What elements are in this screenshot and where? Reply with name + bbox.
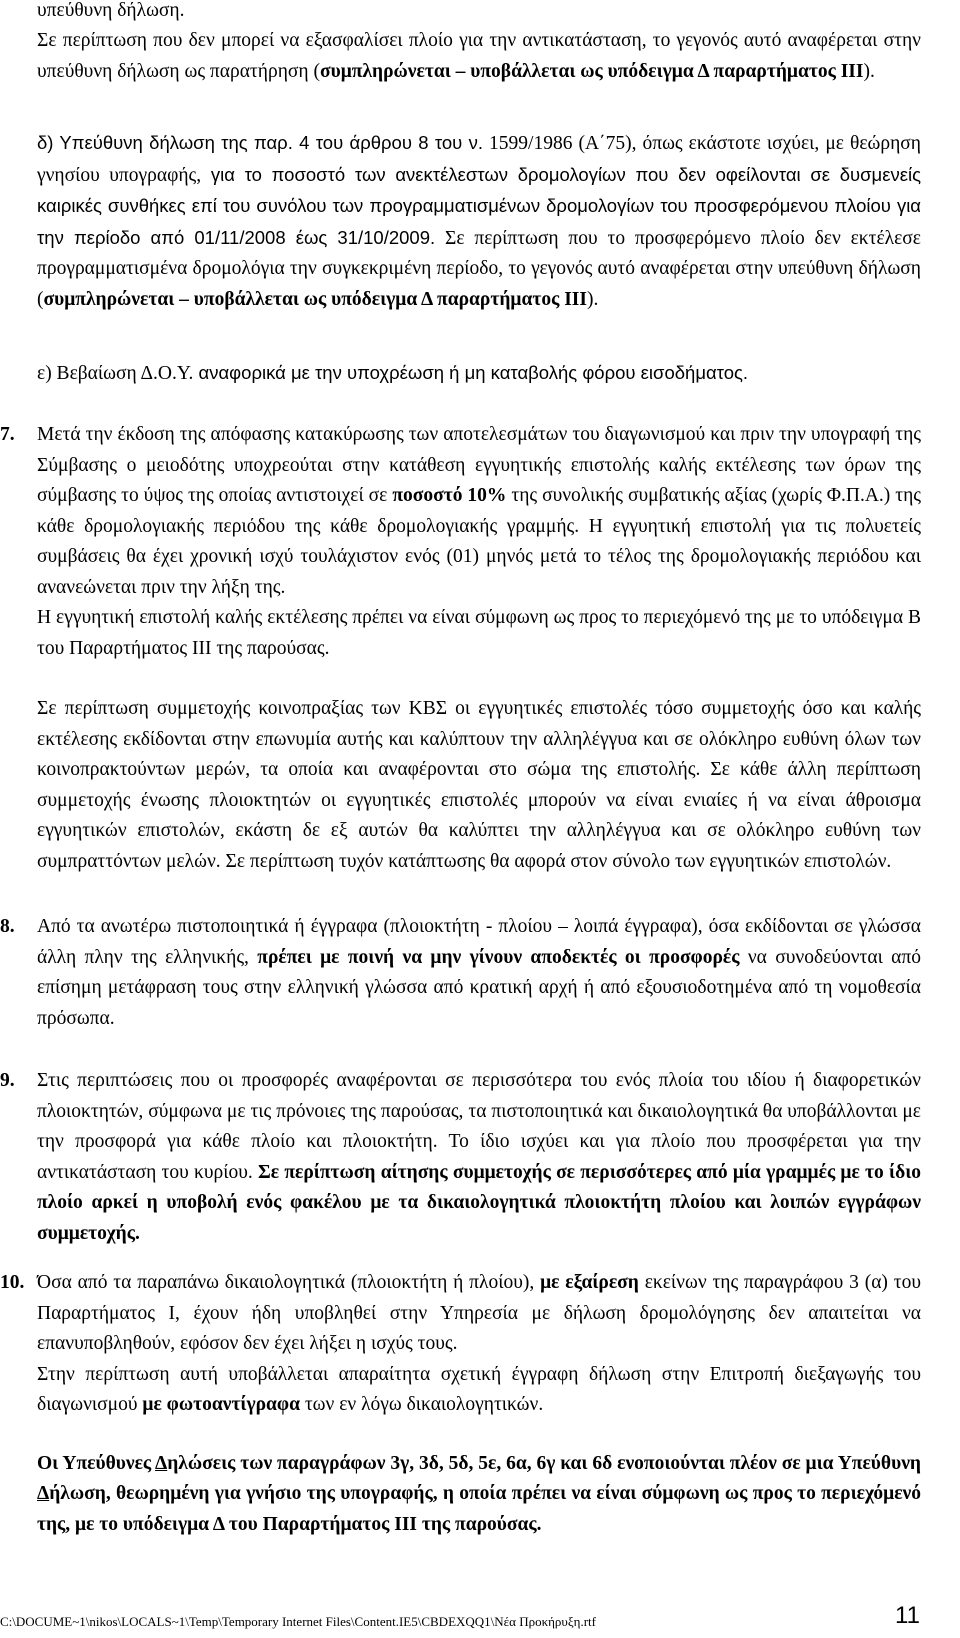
top-continuation: υπεύθυνη δήλωση. xyxy=(37,0,185,21)
item-7: 7. Μετά την έκδοση της απόφασης κατακύρωσης των αποτελεσμάτων του διαγωνισμού και πριν την υπογραφή της Σύμβασης ο μειοδότης υποχρεούται στην κατάθεση εγγυητικής επιστολής καλής εκτέλεσης των όρων της σύμβασης το ύψος της οποίας αντιστοιχεί σε ποσοστό 10% της συνολικής συμβατικής αξίας (χωρίς Φ.Π.Α.) της κάθε δρομολογιακής περιόδου της κάθε δρομολογιακής γραμμής. Η εγγυητική επιστολή για τις πολυετείς συμβάσεις θα έχει χρονική ισχύ τουλάχιστον ενός (01) μηνός μετά το τέλος της δρομολογιακής περιόδου και ανανεώνεται πριν την λήξη της. Η εγγυητική επιστολή καλής εκτέλεσης πρέπει να είναι σύμφωνη ως προς το περιεχόμενό της με το υπόδειγμα Β του Παραρτήματος ΙΙΙ της παρούσας. Σε περίπτωση συμμετοχής κοινοπραξίας των ΚΒΣ οι εγγυητικές επιστολές τόσο συμμετοχής όσο και καλής εκτέλεσης εκδίδονται στην επωνυμία αυτής και καλύπτουν την αλληλέγγυα και σε ολόκληρο ευθύνη όλων των κοινοπρακτούντων μερών, τα οποία και αναφέρονται στο σώμα της επιστολής. Σε κάθε άλλη περίπτωση συμμετοχής ένωσης πλοιοκτητών οι εγγυητικές επιστολές μπορούν να είναι ενιαίες ή να είναι άθροισμα εγγυητικών επιστολών, εκάστη δε εξ αυτών θα καλύπτει την αλληλέγγυα και σε ολόκληρο ευθύνη των συμπραττόντων μελών. Σε περίπτωση τυχόν κατάπτωσης θα αφορά στον σύνολο των εγγυητικών επιστολών. xyxy=(0,420,921,877)
item-9: 9. Στις περιπτώσεις που οι προσφορές αναφέρονται σε περισσότερα του ενός πλοία του ιδίου ή διαφορετικών πλοιοκτητών, σύμφωνα με τις πρόνοιες της παρούσας, τα πιστοποιητικά και δικαιολογητικά θα υποβάλλονται με την προσφορά για κάθε πλοίο και πλοιοκτήτη. Το ίδιο ισχύει και για πλοίο που προσφέρεται για την αντικατάσταση του κυρίου. Σε περίπτωση αίτησης συμμετοχής σε περισσότερες από μία γραμμές με το ίδιο πλοίο αρκεί η υποβολή ενός φακέλου με τα δικαιολογητικά πλοιοκτήτη πλοίου και λοιπών εγγράφων συμμετοχής. xyxy=(0,1066,921,1249)
unified-declaration-note: Οι Υπεύθυνες Δηλώσεις των παραγράφων 3γ, 3δ, 5δ, 5ε, 6α, 6γ και 6δ ενοποιούνται πλέον σε μια Υπεύθυνη Δήλωση, θεωρημένη για γνήσιο της υπογραφής, η οποία πρέπει να είναι σύμφωνη ως προς το περιεχόμενό της, με το υπόδειγμα Δ του Παραρτήματος ΙΙΙ της παρούσας. xyxy=(37,1452,921,1535)
item-9-number: 9. xyxy=(0,1070,15,1091)
paragraph-delta-declaration: δ) Υπεύθυνη δήλωση της παρ. 4 του άρθρου 8 του ν. 1599/1986 (Α΄75), όπως εκάστοτε ισχύει, με θεώρηση γνησίου υπογραφής, για το ποσοστό των ανεκτέλεστων δρομολογίων που δεν οφείλονται σε δυσμενείς καιρικές συνθήκες επί του συνόλου των προγραμματισμένων δρομολογίων του προσφερόμενου πλοίου για την περίοδο από 01/11/2008 έως 31/10/2009. Σε περίπτωση που το προσφερόμενο πλοίο δεν εκτέλεσε προγραμματισμένα δρομολόγια την συγκεκριμένη περίοδο, το γεγονός αυτό αναφέρεται στην υπεύθυνη δήλωση (συμπληρώνεται – υποβάλλεται ως υπόδειγμα Δ παραρτήματος ΙΙΙ). xyxy=(37,132,922,310)
page-number: 11 xyxy=(895,1602,920,1629)
item-8: 8. Από τα ανωτέρω πιστοποιητικά ή έγγραφα (πλοιοκτήτη - πλοίου – λοιπά έγγραφα), όσα εκδίδονται σε γλώσσα άλλη πλην της ελληνικής, πρέπει με ποινή να μην γίνουν αποδεκτές οι προσφορές να συνοδεύονται από επίσημη μετάφραση τους στην ελληνική γλώσσα από κρατική αρχή ή από εξουσιοδοτημένα από τη νομοθεσία πρόσωπα. xyxy=(0,912,921,1034)
item-7-guarantee-template: Η εγγυητική επιστολή καλής εκτέλεσης πρέπει να είναι σύμφωνη ως προς το περιεχόμενό της με το υπόδειγμα Β του Παραρτήματος ΙΙΙ της παρούσας. xyxy=(37,607,921,659)
paragraph-epsilon-tax-certificate: ε) Βεβαίωση Δ.Ο.Υ. αναφορικά με την υποχρέωση ή μη καταβολής φόρου εισοδήματος. xyxy=(37,362,749,384)
item-10-committee-statement: Στην περίπτωση αυτή υποβάλλεται απαραίτητα σχετική έγγραφη δήλωση στην Επιτροπή διεξαγωγής του διαγωνισμού με φωτοαντίγραφα των εν λόγω δικαιολογητικών. xyxy=(37,1363,921,1415)
item-7-joint-venture: Σε περίπτωση συμμετοχής κοινοπραξίας των ΚΒΣ οι εγγυητικές επιστολές τόσο συμμετοχής όσο και καλής εκτέλεσης εκδίδονται στην επωνυμία αυτής και καλύπτουν την αλληλέγγυα και σε ολόκληρο ευθύνη όλων των κοινοπρακτούντων μερών, τα οποία και αναφέρονται στο σώμα της επιστολής. Σε κάθε άλλη περίπτωση συμμετοχής ένωσης πλοιοκτητών οι εγγυητικές επιστολές μπορούν να είναι ενιαίες ή να είναι άθροισμα εγγυητικών επιστολών, εκάστη δε εξ αυτών θα καλύπτει την αλληλέγγυα και σε ολόκληρο ευθύνη των συμπραττόντων μελών. Σε περίπτωση τυχόν κατάπτωσης θα αφορά στον σύνολο των εγγυητικών επιστολών. xyxy=(37,698,921,872)
item-8-number: 8. xyxy=(0,916,15,937)
item-10-number: 10. xyxy=(0,1272,25,1293)
item-10: 10. Όσα από τα παραπάνω δικαιολογητικά (πλοιοκτήτη ή πλοίου), με εξαίρεση εκείνων της παραγράφου 3 (α) του Παραρτήματος Ι, έχουν ήδη υποβληθεί στην Υπηρεσία με δήλωση δρομολόγησης δεν απαιτείται να επανυποβληθούν, εφόσον δεν έχει λήξει η ισχύς τους. Στην περίπτωση αυτή υποβάλλεται απαραίτητα σχετική έγγραφη δήλωση στην Επιτροπή διεξαγωγής του διαγωνισμού με φωτοαντίγραφα των εν λόγω δικαιολογητικών. Οι Υπεύθυνες Δηλώσεις των παραγράφων 3γ, 3δ, 5δ, 5ε, 6α, 6γ και 6δ ενοποιούνται πλέον σε μια Υπεύθυνη Δήλωση, θεωρημένη για γνήσιο της υπογραφής, η οποία πρέπει να είναι σύμφωνη ως προς το περιεχόμενό της, με το υπόδειγμα Δ του Παραρτήματος ΙΙΙ της παρούσας. xyxy=(0,1268,921,1540)
item-7-number: 7. xyxy=(0,424,15,445)
paragraph-replacement-ship: Σε περίπτωση που δεν μπορεί να εξασφαλίσει πλοίο για την αντικατάσταση, το γεγονός αυτό αναφέρεται στην υπεύθυνη δήλωση ως παρατήρηση (συμπληρώνεται – υποβάλλεται ως υπόδειγμα Δ παραρτήματος ΙΙΙ). xyxy=(37,30,921,82)
footer-file-path: C:\DOCUME~1\nikos\LOCALS~1\Temp\Temporary Internet Files\Content.IE5\CBDEXQQ1\Νέα Προκήρυξη.rtf xyxy=(0,1614,596,1629)
